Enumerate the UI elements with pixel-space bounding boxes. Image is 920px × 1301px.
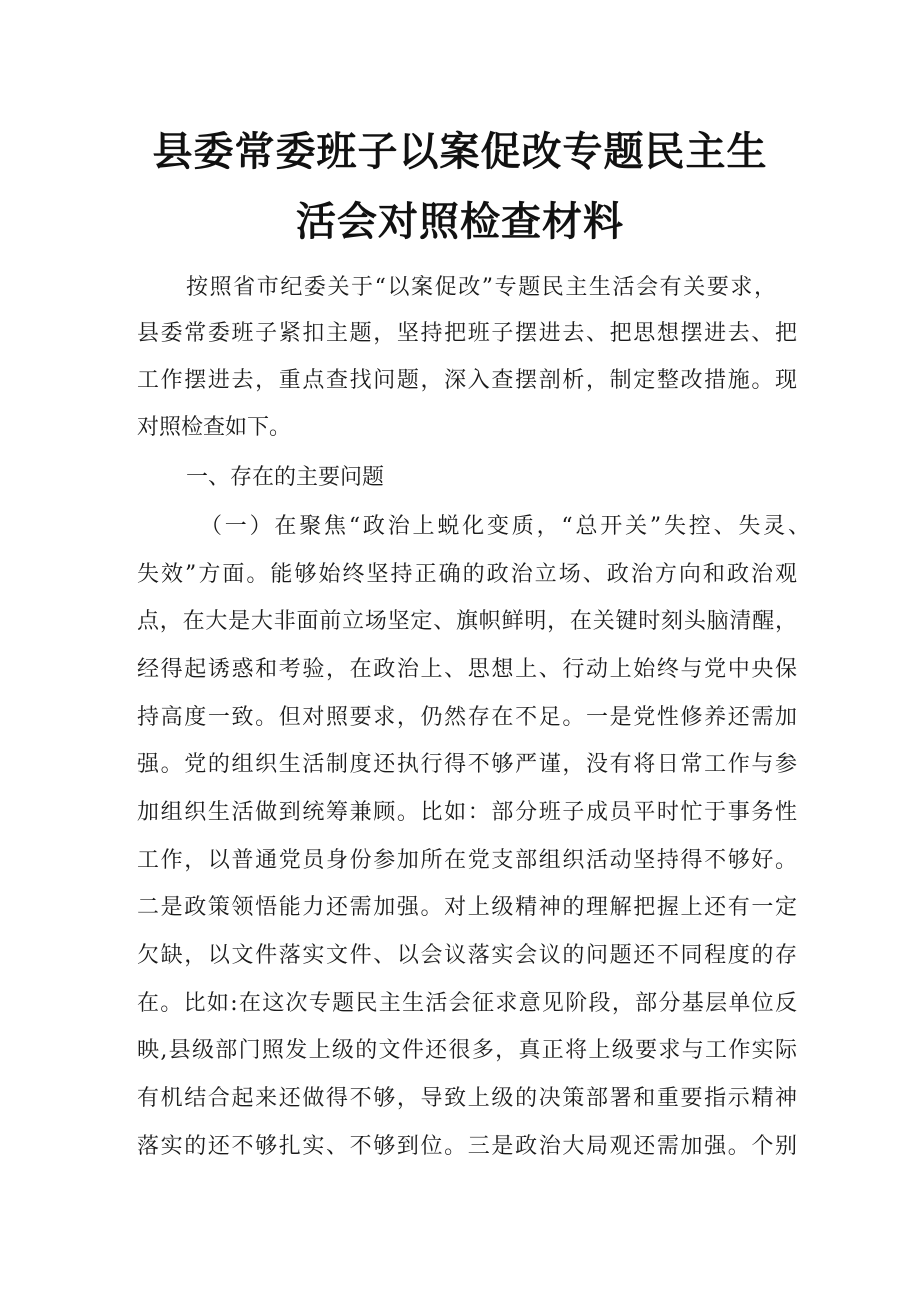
document-title-line-2: 活会对照检查材料 xyxy=(296,199,624,245)
section-heading: 一、存在的主要问题 xyxy=(186,465,385,490)
body-line: 映,县级部门照发上级的文件还很多，真正将上级要求与工作实际 xyxy=(137,1038,797,1063)
body-line: 加组织生活做到统筹兼顾。比如：部分班子成员平时忙于事务性 xyxy=(137,800,797,825)
body-line: 点，在大是大非面前立场坚定、旗帜鲜明，在关键时刻头脑清醒， xyxy=(137,609,797,634)
body-line: 欠缺，以文件落实文件、以会议落实会议的问题还不同程度的存 xyxy=(137,943,797,968)
body-line: 持高度一致。但对照要求，仍然存在不足。一是党性修养还需加 xyxy=(137,705,797,730)
body-line: 经得起诱惑和考验，在政治上、思想上、行动上始终与党中央保 xyxy=(137,657,797,682)
document-title-line-1: 县委常委班子以案促改专题民主生 xyxy=(152,129,768,175)
body-line: 落实的还不够扎实、不够到位。三是政治大局观还需加强。个别 xyxy=(137,1134,797,1159)
body-line: 失效”方面。能够始终坚持正确的政治立场、政治方向和政治观 xyxy=(137,562,797,587)
body-line: （一）在聚焦“政治上蜕化变质，“总开关”失控、失灵、 xyxy=(200,514,810,539)
body-line: 工作，以普通党员身份参加所在党支部组织活动坚持得不够好。 xyxy=(137,848,797,873)
body-line: 强。党的组织生活制度还执行得不够严谨，没有将日常工作与参 xyxy=(137,752,797,777)
intro-line: 县委常委班子紧扣主题，坚持把班子摆进去、把思想摆进去、把 xyxy=(137,321,797,346)
intro-line: 按照省市纪委关于“以案促改”专题民主生活会有关要求， xyxy=(186,275,776,300)
intro-line: 对照检查如下。 xyxy=(137,415,292,440)
body-line: 在。比如:在这次专题民主生活会征求意见阶段，部分基层单位反 xyxy=(137,991,797,1016)
intro-line: 工作摆进去，重点查找问题，深入查摆剖析，制定整改措施。现 xyxy=(137,368,797,393)
body-line: 有机结合起来还做得不够，导致上级的决策部署和重要指示精神 xyxy=(137,1086,797,1111)
body-line: 二是政策领悟能力还需加强。对上级精神的理解把握上还有一定 xyxy=(137,895,797,920)
